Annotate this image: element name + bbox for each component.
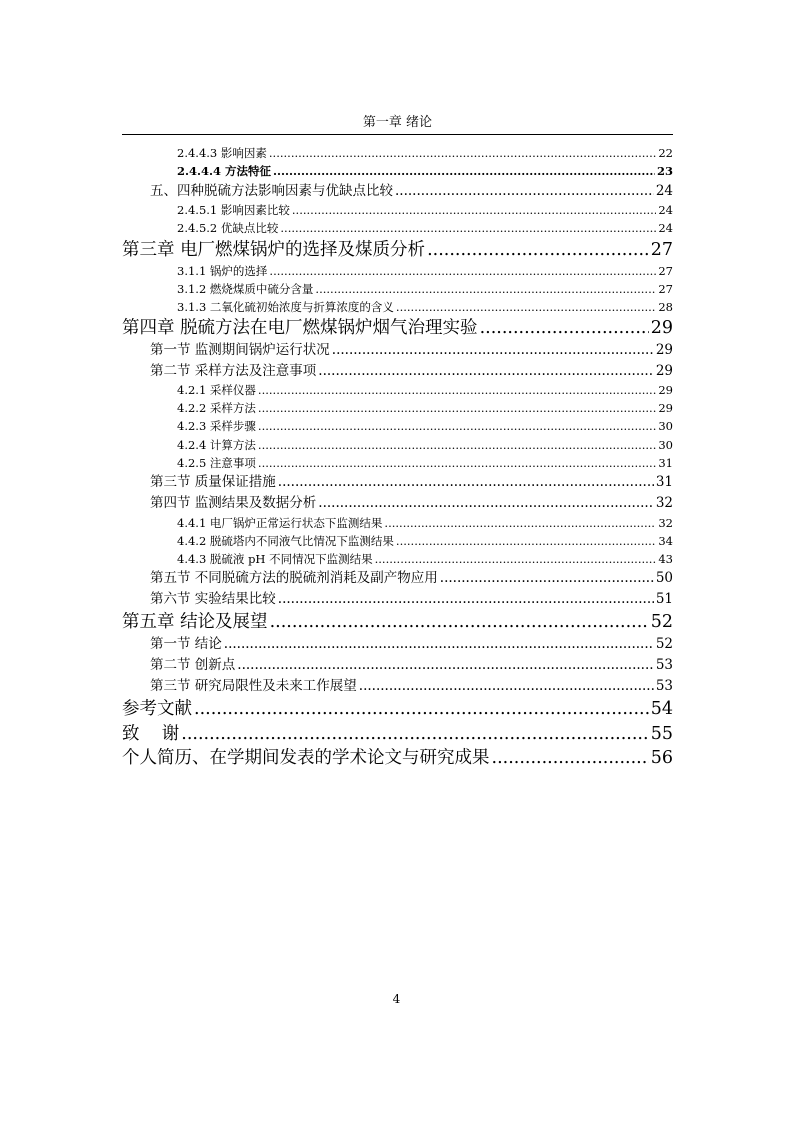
toc-entry-title: 第五章 结论及展望 <box>122 612 268 632</box>
toc-entry-2-4-4-4[interactable] <box>177 162 673 180</box>
toc-page-number: 24 <box>658 203 673 217</box>
toc-entry-ch5-sec2[interactable] <box>150 655 673 676</box>
toc-entry-3-1-2[interactable] <box>177 280 673 298</box>
toc-entry-title: 第三章 电厂燃煤锅炉的选择及煤质分析 <box>122 240 426 260</box>
toc-page-number: 28 <box>658 300 673 314</box>
toc-page-number: 31 <box>658 456 673 470</box>
toc-page-number: 52 <box>650 612 673 632</box>
toc-leader <box>181 721 648 747</box>
toc-entry-title: 4.2.5 注意事项 <box>177 456 256 470</box>
toc-leader <box>278 472 654 493</box>
toc-leader <box>280 219 656 237</box>
toc-page-number: 31 <box>655 474 673 490</box>
toc-entry-title: 第二节 采样方法及注意事项 <box>150 363 317 379</box>
toc-page-number: 30 <box>658 438 673 452</box>
toc-page-number: 24 <box>655 183 673 199</box>
toc-entry-chapter-4[interactable] <box>122 315 673 341</box>
toc-leader <box>375 550 657 568</box>
toc-entry-ch5-sec1[interactable] <box>150 634 673 655</box>
page-number: 4 <box>392 992 401 1006</box>
toc-entry-title: 3.1.2 燃烧煤质中硫分含量 <box>177 282 314 296</box>
toc-entry-title: 3.1.3 二氧化硫初始浓度与折算浓度的含义 <box>177 300 394 314</box>
toc-entry-title: 第四节 监测结果及数据分析 <box>150 495 317 511</box>
toc-entry-4-4-1[interactable] <box>177 514 673 532</box>
toc-entry-title: 第三节 质量保证措施 <box>150 474 276 490</box>
toc-entry-2-4-5-1[interactable] <box>177 201 673 219</box>
toc-entry-section-5[interactable] <box>150 181 673 202</box>
toc-entry-ch4-sec1[interactable] <box>150 340 673 361</box>
toc-entry-title: 2.4.4.3 影响因素 <box>177 146 267 160</box>
toc-entry-2-4-4-3[interactable] <box>177 144 673 162</box>
toc-leader <box>224 634 654 655</box>
toc-page-number: 32 <box>655 495 673 511</box>
toc-page-number: 23 <box>656 164 673 178</box>
toc-entry-title: 4.2.2 采样方法 <box>177 401 256 415</box>
toc-leader <box>258 454 656 472</box>
toc-page-number: 53 <box>655 678 673 694</box>
toc-leader <box>258 399 656 417</box>
toc-entry-title: 第二节 创新点 <box>150 657 236 673</box>
toc-entry-4-2-5[interactable] <box>177 454 673 472</box>
toc-entry-ch5-sec3[interactable] <box>150 676 673 697</box>
toc-entry-2-4-5-2[interactable] <box>177 219 673 237</box>
toc-leader <box>332 340 654 361</box>
running-header: 第一章 绪论 <box>362 115 433 130</box>
toc-entry-title: 第一节 监测期间锅炉运行状况 <box>150 342 330 358</box>
toc-page-number: 56 <box>650 748 673 768</box>
toc-page-number: 27 <box>650 240 673 260</box>
toc-leader <box>269 262 656 280</box>
toc-leader <box>395 181 654 202</box>
toc-entry-title: 2.4.5.2 优缺点比较 <box>177 221 279 235</box>
toc-page-number: 29 <box>658 401 673 415</box>
toc-entry-title: 4.2.1 采样仪器 <box>177 383 256 397</box>
toc-entry-resume-publications[interactable] <box>122 745 673 771</box>
toc-leader <box>258 436 656 454</box>
toc-entry-title: 4.4.1 电厂锅炉正常运行状态下监测结果 <box>177 516 383 530</box>
toc-entry-title: 第一节 结论 <box>150 636 222 652</box>
toc-leader <box>318 361 654 382</box>
toc-leader <box>273 162 655 180</box>
toc-leader <box>237 655 654 676</box>
toc-page-number: 32 <box>658 516 673 530</box>
toc-page-number: 22 <box>658 146 673 160</box>
toc-entry-title: 个人简历、在学期间发表的学术论文与研究成果 <box>122 748 490 768</box>
toc-entry-3-1-1[interactable] <box>177 262 673 280</box>
toc-entry-references[interactable] <box>122 696 673 722</box>
toc-leader <box>492 745 649 771</box>
toc-leader <box>315 280 656 298</box>
toc-leader <box>318 493 654 514</box>
toc-leader <box>258 417 656 435</box>
toc-page-number: 29 <box>650 318 673 338</box>
toc-entry-title: 第三节 研究局限性及未来工作展望 <box>150 678 357 694</box>
toc-leader <box>258 381 656 399</box>
toc-entry-ch4-sec6[interactable] <box>150 589 673 610</box>
toc-entry-4-2-4[interactable] <box>177 436 673 454</box>
toc-entry-title: 第四章 脱硫方法在电厂燃煤锅炉烟气治理实验 <box>122 318 478 338</box>
toc-entry-ch4-sec4[interactable] <box>150 493 673 514</box>
toc-page-number: 43 <box>658 552 673 566</box>
toc-page-number: 34 <box>658 534 673 548</box>
toc-leader <box>359 676 654 697</box>
toc-entry-acknowledgements[interactable] <box>122 721 673 747</box>
toc-page-number: 29 <box>655 342 673 358</box>
toc-entry-title: 4.4.2 脱硫塔内不同液气比情况下监测结果 <box>177 534 394 548</box>
toc-leader <box>396 532 656 550</box>
toc-page-number: 29 <box>655 363 673 379</box>
toc-page-number: 54 <box>650 699 673 719</box>
toc-entry-title: 2.4.4.4 方法特征 <box>177 164 272 178</box>
toc-entry-title: 五、四种脱硫方法影响因素与优缺点比较 <box>150 183 393 199</box>
toc-entry-title: 4.4.3 脱硫液 pH 不同情况下监测结果 <box>177 552 373 566</box>
toc-page-number: 55 <box>650 724 673 744</box>
toc-entry-chapter-3[interactable] <box>122 237 673 263</box>
toc-entry-chapter-5[interactable] <box>122 609 673 635</box>
toc-page-number: 29 <box>658 383 673 397</box>
toc-entry-title: 2.4.5.1 影响因素比较 <box>177 203 290 217</box>
toc-leader <box>269 144 656 162</box>
toc-leader <box>480 315 649 341</box>
toc-entry-title: 第五节 不同脱硫方法的脱硫剂消耗及副产物应用 <box>150 570 438 586</box>
toc-leader <box>396 298 656 316</box>
toc-page-number: 53 <box>655 657 673 673</box>
toc-page-number: 52 <box>655 636 673 652</box>
toc-entry-3-1-3[interactable] <box>177 298 673 316</box>
toc-page-number: 24 <box>658 221 673 235</box>
toc-leader <box>292 201 656 219</box>
toc-entry-title: 参考文献 <box>122 699 192 719</box>
toc-leader <box>440 568 654 589</box>
toc-entry-ch4-sec5[interactable] <box>150 568 673 589</box>
toc-entry-title: 第六节 实验结果比较 <box>150 591 276 607</box>
toc-page-number: 50 <box>655 570 673 586</box>
toc-entry-4-2-3[interactable] <box>177 417 673 435</box>
toc-page-number: 27 <box>658 264 673 278</box>
toc-entry-4-4-3[interactable] <box>177 550 673 568</box>
toc-entry-4-2-1[interactable] <box>177 381 673 399</box>
toc-leader <box>270 609 649 635</box>
toc-entry-title: 4.2.4 计算方法 <box>177 438 256 452</box>
toc-entry-title: 4.2.3 采样步骤 <box>177 419 256 433</box>
toc-entry-ch4-sec3[interactable] <box>150 472 673 493</box>
toc-entry-title: 致 谢 <box>122 724 180 744</box>
toc-leader <box>427 237 649 263</box>
toc-page-number: 51 <box>655 591 673 607</box>
toc-entry-ch4-sec2[interactable] <box>150 361 673 382</box>
toc-entry-4-2-2[interactable] <box>177 399 673 417</box>
toc-page-number: 30 <box>658 419 673 433</box>
toc-entry-title: 3.1.1 锅炉的选择 <box>177 264 268 278</box>
toc-entry-4-4-2[interactable] <box>177 532 673 550</box>
toc-leader <box>278 589 654 610</box>
toc-page-number: 27 <box>658 282 673 296</box>
toc-leader <box>384 514 656 532</box>
toc-leader <box>194 696 649 722</box>
